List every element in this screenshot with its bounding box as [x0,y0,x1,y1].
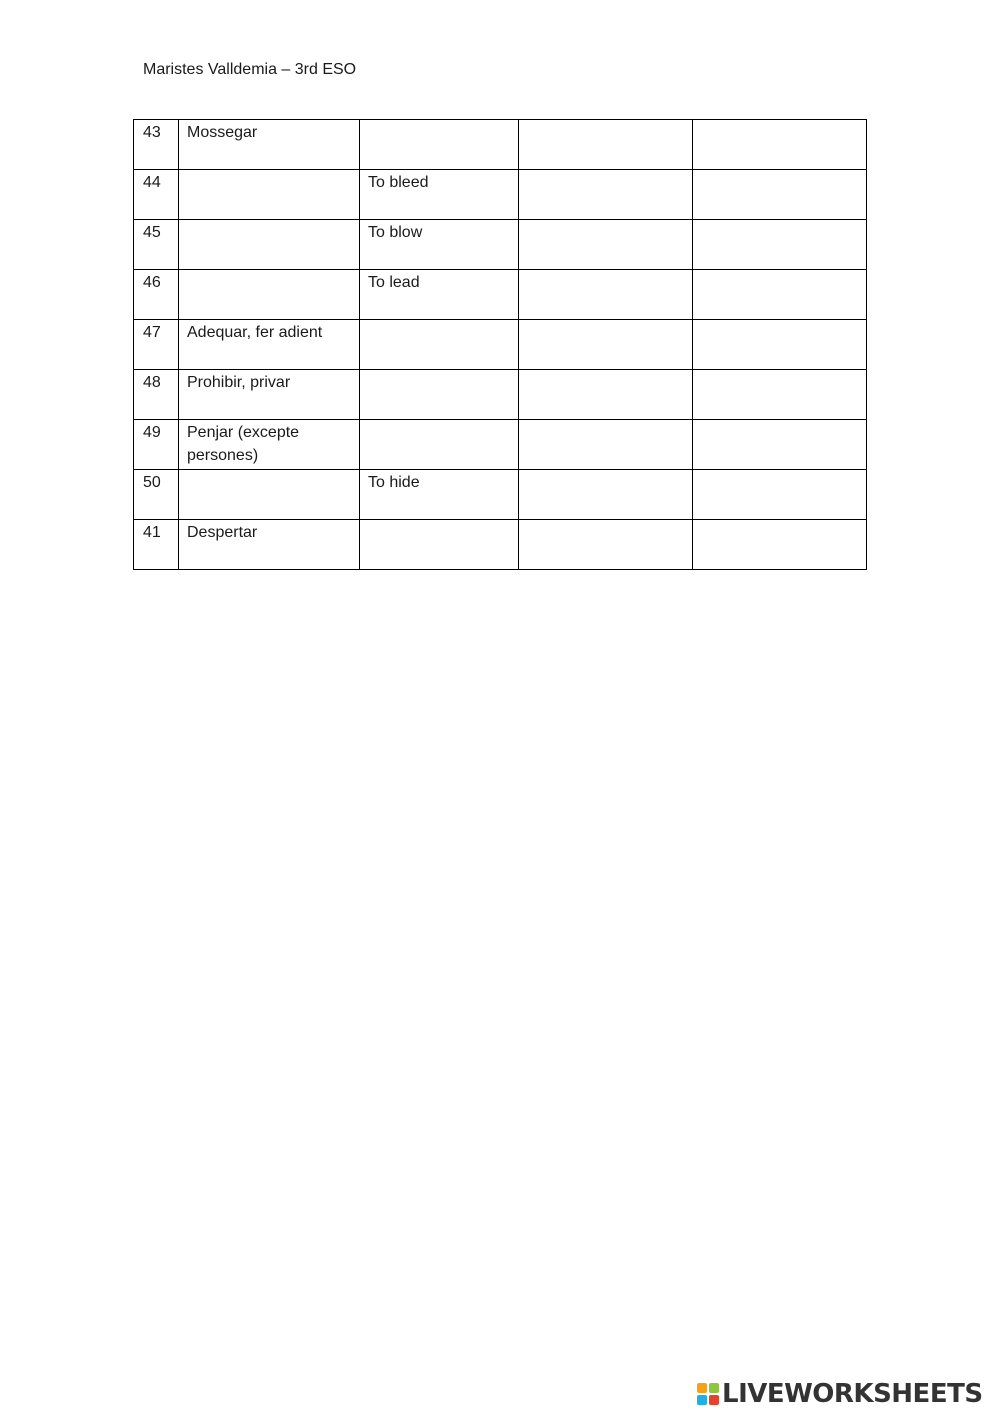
answer-cell[interactable] [519,320,693,370]
page-header: Maristes Valldemia – 3rd ESO [143,61,357,78]
answer-cell[interactable] [519,470,693,520]
english-cell [360,370,519,420]
liveworksheets-brand [697,1378,983,1410]
english-cell: To blow [360,220,519,270]
row-number: 48 [134,370,179,420]
answer-cell[interactable] [693,370,867,420]
answer-cell[interactable] [693,120,867,170]
answer-cell[interactable] [519,270,693,320]
answer-cell[interactable] [519,120,693,170]
answer-cell[interactable] [693,420,867,470]
catalan-cell: Adequar, fer adient [179,320,360,370]
english-cell [360,420,519,470]
answer-cell[interactable] [693,520,867,570]
answer-cell[interactable] [693,270,867,320]
row-number: 46 [134,270,179,320]
catalan-cell: Mossegar [179,120,360,170]
answer-cell[interactable] [519,520,693,570]
answer-cell[interactable] [519,170,693,220]
english-cell: To hide [360,470,519,520]
answer-cell[interactable] [693,320,867,370]
catalan-cell [179,170,360,220]
english-cell: To lead [360,270,519,320]
answer-cell[interactable] [693,170,867,220]
table-row [134,370,867,420]
catalan-cell: Penjar (excepte persones) [179,420,360,470]
table-row [134,320,867,370]
row-number: 44 [134,170,179,220]
catalan-cell [179,220,360,270]
row-number: 43 [134,120,179,170]
table-row [134,220,867,270]
catalan-cell [179,470,360,520]
vocabulary-table [133,119,867,570]
catalan-cell: Despertar [179,520,360,570]
answer-cell[interactable] [519,220,693,270]
row-number: 47 [134,320,179,370]
row-number: 45 [134,220,179,270]
brand-name: LIVEWORKSHEETS [722,1379,983,1409]
answer-cell[interactable] [519,370,693,420]
row-number: 41 [134,520,179,570]
catalan-cell: Prohibir, privar [179,370,360,420]
table-row [134,170,867,220]
row-number: 49 [134,420,179,470]
table-row [134,470,867,520]
english-cell: To bleed [360,170,519,220]
table-row [134,270,867,320]
english-cell [360,120,519,170]
answer-cell[interactable] [693,470,867,520]
answer-cell[interactable] [519,420,693,470]
catalan-cell [179,270,360,320]
row-number: 50 [134,470,179,520]
liveworksheets-logo-icon [697,1383,719,1405]
table-row [134,420,867,470]
table-row [134,520,867,570]
answer-cell[interactable] [693,220,867,270]
table-row [134,120,867,170]
english-cell [360,520,519,570]
english-cell [360,320,519,370]
